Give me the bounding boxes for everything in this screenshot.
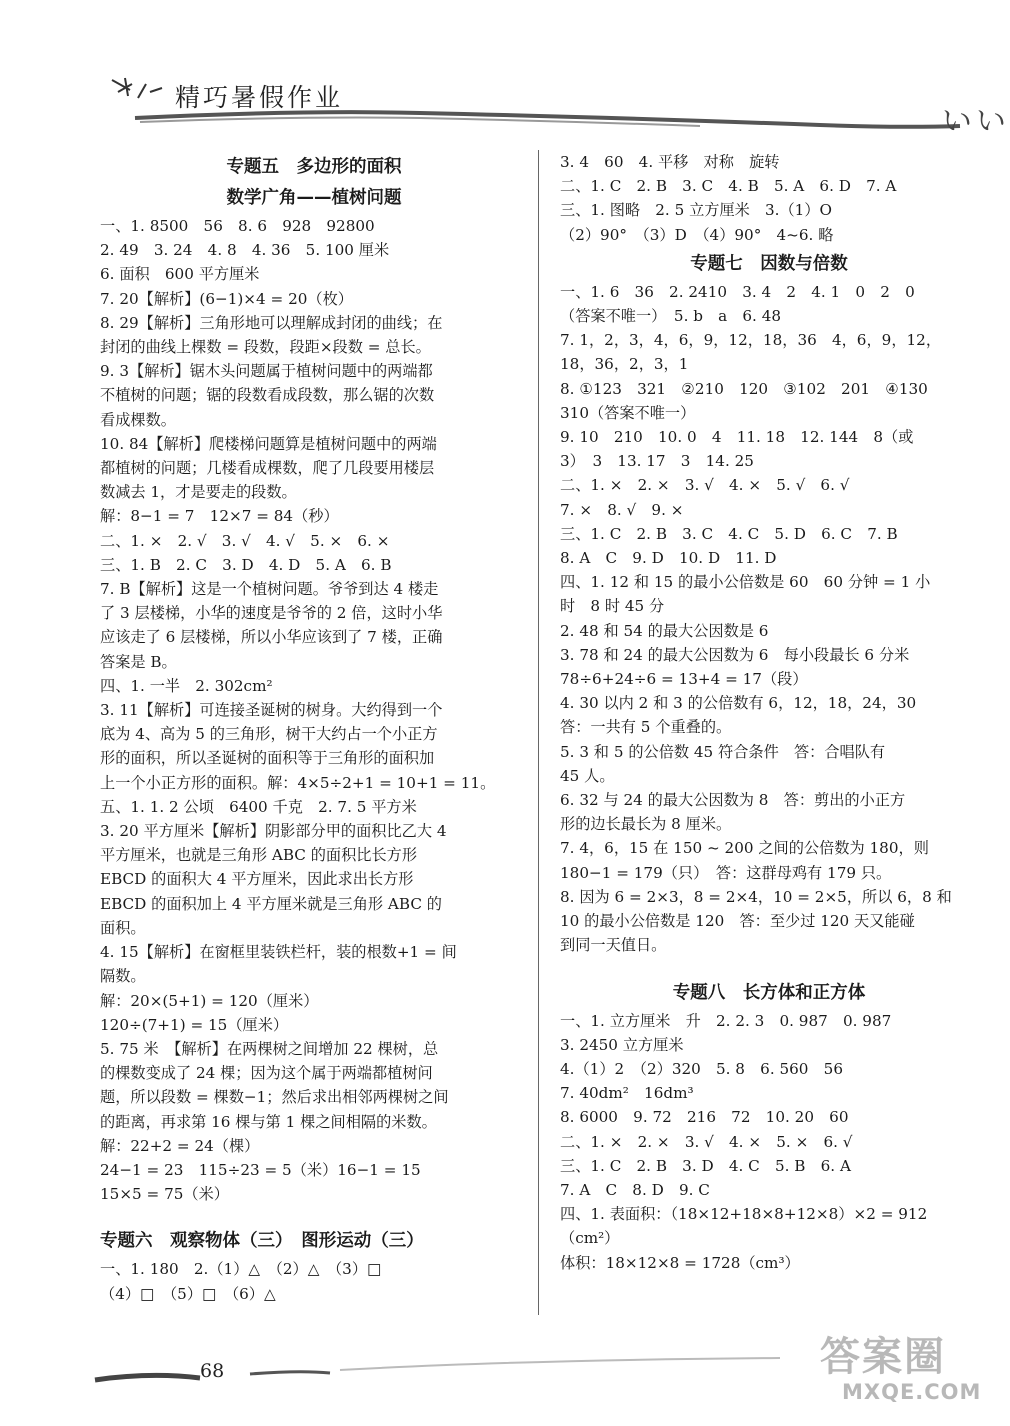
answer-line: 180−1 = 179（只） 答：这群母鸡有 179 只。 [560,863,892,882]
answer-line: 二、1. × 2. √ 3. √ 4. √ 5. × 6. × [100,531,390,550]
answer-line: 题，所以段数 = 棵数−1；然后求出相邻两棵树之间 [100,1088,449,1107]
answer-line: 7. A C 8. D 9. C [560,1180,710,1199]
answer-line: 应该走了 6 层楼梯，所以小华应该到了 7 楼，正确 [100,628,443,647]
page-number: 68 [200,1360,225,1382]
answer-line: 体积：18×12×8 = 1728（cm³） [560,1253,800,1272]
answer-line: 9. 3【解析】锯木头问题属于植树问题中的两端都 [100,362,433,381]
answer-line: 一、1. 6 36 2. 2410 3. 4 2 4. 1 0 2 0 [560,282,915,301]
answer-line: 数减去 1，才是要走的段数。 [100,483,297,502]
answer-line: 10. 84【解析】爬楼梯问题算是植树问题中的两端 [100,434,437,453]
answer-line: 一、1. 8500 56 8. 6 928 92800 [100,217,375,235]
answer-line: 上一个小正方形的面积。解：4×5÷2+1 = 10+1 = 11。 [100,773,496,792]
answer-line: 78÷6+24÷6 = 13+4 = 17（段） [560,670,808,689]
answer-line: EBCD 的面积加上 4 平方厘米就是三角形 ABC 的 [100,894,442,913]
answer-line: 45 人。 [560,766,615,785]
answer-line: 答案是 B。 [100,652,177,671]
answer-line: 2. 48 和 54 的最大公因数是 6 [560,621,769,640]
section-heading: 专题七 因数与倍数 [690,253,848,274]
answer-line: 7. 1，2，3，4，6，9，12，18，36 4，6，9，12， [560,331,942,350]
answer-line: 三、1. B 2. C 3. D 4. D 5. A 6. B [100,555,392,574]
answer-line: 3. 20 平方厘米【解析】阴影部分甲的面积比乙大 4 [100,822,447,841]
left-column [100,150,528,1306]
answer-line: （cm²） [560,1229,620,1248]
answer-line: 8. 29【解析】三角形地可以理解成封闭的曲线；在 [100,313,443,332]
section-heading: 专题八 长方体和正方体 [672,982,866,1003]
watermark-url: MXQE.COM [842,1380,982,1404]
answer-line: 4.（1）2 （2）320 5. 8 6. 560 56 [560,1059,843,1078]
column-divider [538,150,539,1315]
answer-line: 6. 32 与 24 的最大公因数为 8 答：剪出的小正方 [560,791,906,810]
section-heading: 数学广角——植树问题 [226,188,402,208]
answer-line: （4）□ （5）□ （6）△ [100,1284,276,1303]
answer-line: 7. × 8. √ 9. × [560,500,684,519]
answer-line: 5. 75 米 【解析】在两棵树之间增加 22 棵树，总 [100,1039,439,1058]
answer-line: 三、1. 图略 2. 5 立方厘米 3.（1）O [560,201,832,220]
section-heading: 专题六 观察物体（三） 图形运动（三） [100,1231,424,1252]
answer-line: 3） 3 13. 17 3 14. 25 [560,452,754,471]
answer-line: 一、1. 180 2.（1）△ （2）△ （3）□ [100,1260,382,1279]
answer-line: 3. 11【解析】可连接圣诞树的树身。大约得到一个 [100,701,443,720]
answer-line: 五、1. 1. 2 公顷 6400 千克 2. 7. 5 平方米 [100,797,417,816]
answer-line: EBCD 的面积大 4 平方厘米，因此求出长方形 [100,870,414,889]
answer-line: 二、1. C 2. B 3. C 4. B 5. A 6. D 7. A [560,177,897,196]
answer-line: 四、1. 一半 2. 302cm² [100,676,273,695]
page-header [0,0,1010,150]
answer-line: （2）90° （3）D （4）90° 4~6. 略 [560,225,834,244]
answer-line: 8. 6000 9. 72 216 72 10. 20 60 [560,1108,849,1127]
answer-line: 的距离，再求第 16 棵与第 1 棵之间相隔的米数。 [100,1112,437,1131]
section-heading: 专题五 多边形的面积 [226,157,402,177]
answer-line: 三、1. C 2. B 3. D 4. C 5. B 6. A [560,1156,851,1175]
answer-line: 120÷(7+1) = 15（厘米） [100,1015,289,1034]
answer-line: 3. 4 60 4. 平移 对称 旋转 [560,153,780,171]
answer-line: 3. 2450 立方厘米 [560,1035,684,1054]
answer-line: 解：8−1 = 7 12×7 = 84（秒） [100,507,339,526]
answer-line: （答案不唯一） 5. b a 6. 48 [560,307,782,326]
sparkle-icon [112,78,162,98]
answer-line: 平方厘米，也就是三角形 ABC 的面积比长方形 [100,846,418,865]
answer-line: 形的边长最长为 8 厘米。 [560,815,732,834]
answer-line: 面积。 [100,918,146,937]
answer-line: 24−1 = 23 115÷23 = 5（米）16−1 = 15 [100,1160,421,1179]
answer-line: 底为 4、高为 5 的三角形，树干大约占一个小正方 [100,725,438,744]
answer-line: 的棵数变成了 24 棵；因为这个属于两端都植树问 [100,1064,433,1083]
answer-line: 看成棵数。 [100,410,176,429]
answer-line: 15×5 = 75（米） [100,1185,229,1204]
answer-line: 一、1. 立方厘米 升 2. 2. 3 0. 987 0. 987 [560,1011,892,1030]
answer-line: 6. 面积 600 平方厘米 [100,265,260,284]
answer-line: 三、1. C 2. B 3. C 4. C 5. D 6. C 7. B [560,524,898,543]
answer-line: 形的面积，所以圣诞树的面积等于三角形的面积加 [100,749,435,768]
answer-line: 四、1. 表面积：（18×12+18×8+12×8）×2 = 912 [560,1205,928,1224]
answer-line: 不植树的问题；锯的段数看成段数，那么锯的次数 [100,386,435,405]
answer-line: 了 3 层楼梯，小华的速度是爷爷的 2 倍，这时小华 [100,604,443,623]
answer-line: 答：一共有 5 个重叠的。 [560,718,732,737]
answer-line: 4. 15【解析】在窗框里装铁栏杆，装的根数+1 = 间 [100,943,457,962]
answer-line: 18，36，2，3，1 [560,355,689,374]
answer-line: 9. 10 210 10. 0 4 11. 18 12. 144 8（或 [560,428,914,447]
answer-line: 5. 3 和 5 的公倍数 45 符合条件 答：合唱队有 [560,742,886,761]
answer-line: 310（答案不唯一） [560,403,696,422]
answer-line: 7. 40dm² 16dm³ [560,1084,694,1103]
answer-line: 二、1. × 2. × 3. √ 4. × 5. × 6. √ [560,1132,853,1151]
header-deco-text: いい [942,104,1010,139]
answer-line: 7. 4，6，15 在 150 ~ 200 之间的公倍数为 180，则 [560,839,929,858]
answer-line: 2. 49 3. 24 4. 8 4. 36 5. 100 厘米 [100,241,390,260]
answer-line: 时 8 时 45 分 [560,597,665,616]
header-title: 精巧暑假作业 [175,83,344,112]
answer-line: 四、1. 12 和 15 的最小公倍数是 60 60 分钟 = 1 小 [560,573,931,592]
answer-line: 都植树的问题；几楼看成棵数，爬了几段要用楼层 [100,459,435,478]
answer-line: 8. ①123 321 ②210 120 ③102 201 ④130 [560,379,928,398]
header-decoration [0,0,1000,150]
answer-line: 8. 因为 6 = 2×3，8 = 2×4，10 = 2×5，所以 6，8 和 [560,887,952,906]
answer-line: 10 的最小公倍数是 120 答：至少过 120 天又能碰 [560,912,915,931]
answer-line: 二、1. × 2. × 3. √ 4. × 5. √ 6. √ [560,476,850,495]
answer-line: 解：20×(5+1) = 120（厘米） [100,991,319,1010]
answer-line: 封闭的曲线上棵数 = 段数，段距×段数 = 总长。 [100,338,431,357]
answer-line: 8. A C 9. D 10. D 11. D [560,549,777,568]
answer-line: 4. 30 以内 2 和 3 的公倍数有 6，12，18，24，30 [560,694,917,713]
answer-line: 3. 78 和 24 的最大公因数为 6 每小段最长 6 分米 [560,645,910,664]
answer-line: 解：22+2 = 24（棵） [100,1136,260,1155]
right-column [560,150,978,1275]
answer-line: 7. B【解析】这是一个植树问题。爷爷到达 4 楼走 [100,580,439,599]
watermark-logo: 答案圈 [820,1334,946,1380]
answer-line: 隔数。 [100,967,146,986]
answer-line: 7. 20【解析】(6−1)×4 = 20（枚） [100,289,353,308]
answer-line: 到同一天值日。 [560,936,667,955]
